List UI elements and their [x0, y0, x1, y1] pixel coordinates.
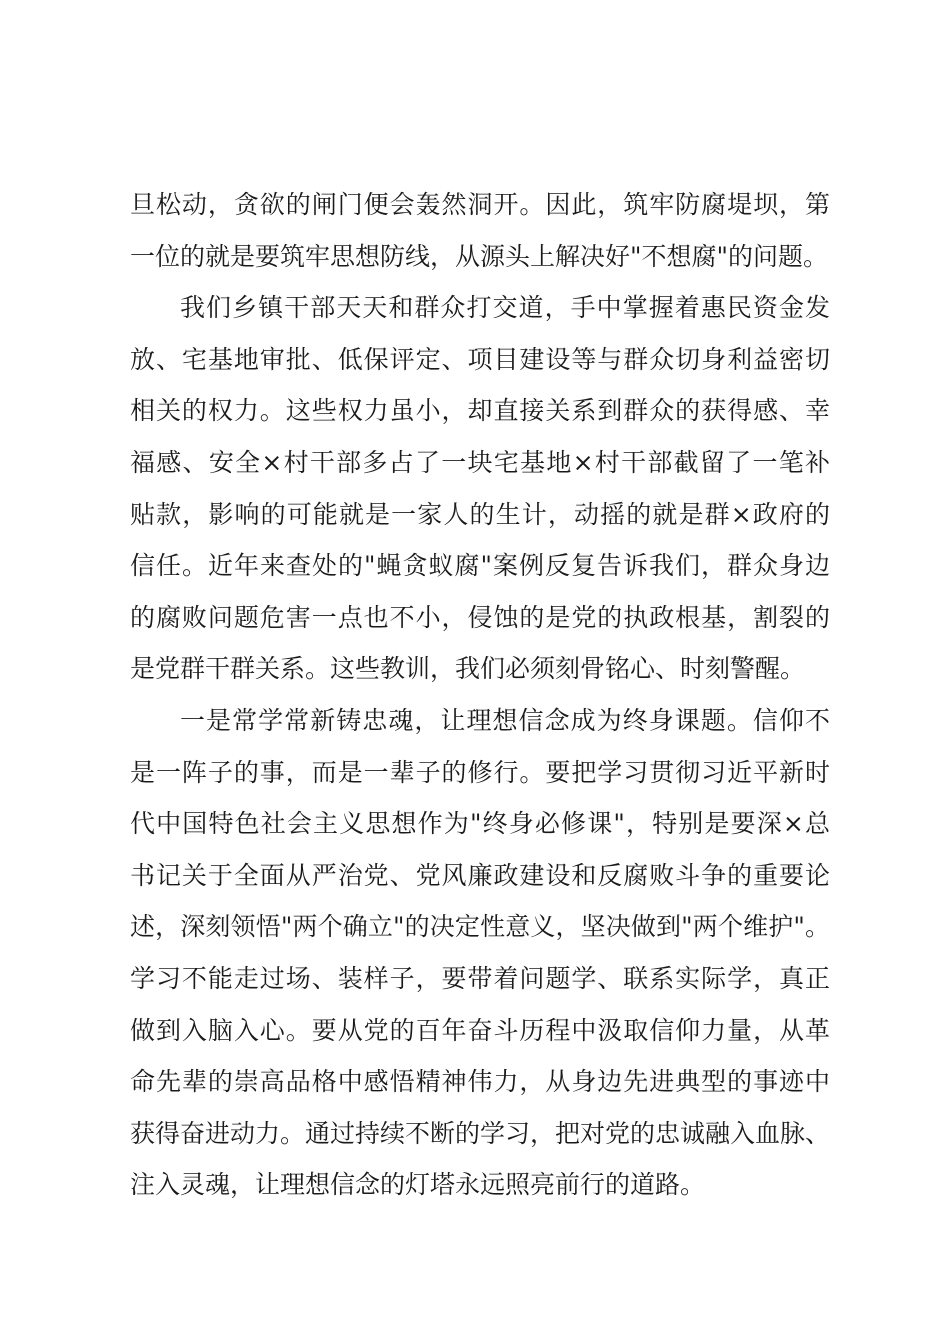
- text-line: 的腐败问题危害一点也不小，侵蚀的是党的执政根基，割裂的: [130, 602, 830, 632]
- text-line: 是一阵子的事，而是一辈子的修行。要把学习贯彻习近平新时: [130, 757, 830, 787]
- text-line: 做到入脑入心。要从党的百年奋斗历程中汲取信仰力量，从革: [130, 1015, 830, 1045]
- text-line: 代中国特色社会主义思想作为"终身必修课"，特别是要深×总: [130, 809, 830, 839]
- text-line: 命先辈的崇高品格中感悟精神伟力，从身边先进典型的事迹中: [130, 1067, 830, 1097]
- text-line: 旦松动，贪欲的闸门便会轰然洞开。因此，筑牢防腐堤坝，第: [130, 190, 830, 219]
- text-line: 述，深刻领悟"两个确立"的决定性意义，坚决做到"两个维护"。: [130, 912, 830, 942]
- text-line: 书记关于全面从严治党、党风廉政建设和反腐败斗争的重要论: [130, 860, 830, 890]
- text-line: 获得奋进动力。通过持续不断的学习，把对党的忠诚融入血脉、: [130, 1118, 830, 1148]
- paragraph-first-line: 一是常学常新铸忠魂，让理想信念成为终身课题。信仰不: [180, 705, 830, 735]
- text-line: 福感、安全×村干部多占了一块宅基地×村干部截留了一笔补: [130, 447, 830, 477]
- paragraph-first-line: 我们乡镇干部天天和群众打交道，手中掌握着惠民资金发: [180, 293, 830, 323]
- text-line: 放、宅基地审批、低保评定、项目建设等与群众切身利益密切: [130, 344, 830, 374]
- text-line: 一位的就是要筑牢思想防线，从源头上解决好"不想腐"的问题。: [130, 241, 829, 271]
- text-line: 学习不能走过场、装样子，要带着问题学、联系实际学，真正: [130, 963, 830, 993]
- text-line: 是党群干群关系。这些教训，我们必须刻骨铭心、时刻警醒。: [130, 654, 806, 684]
- text-line: 贴款，影响的可能就是一家人的生计，动摇的就是群×政府的: [130, 499, 830, 529]
- text-line: 注入灵魂，让理想信念的灯塔永远照亮前行的道路。: [130, 1170, 706, 1200]
- text-line: 信任。近年来查处的"蝇贪蚁腐"案例反复告诉我们，群众身边: [130, 551, 830, 581]
- body-text: [130, 179, 830, 1211]
- text-line: 相关的权力。这些权力虽小，却直接关系到群众的获得感、幸: [130, 396, 830, 426]
